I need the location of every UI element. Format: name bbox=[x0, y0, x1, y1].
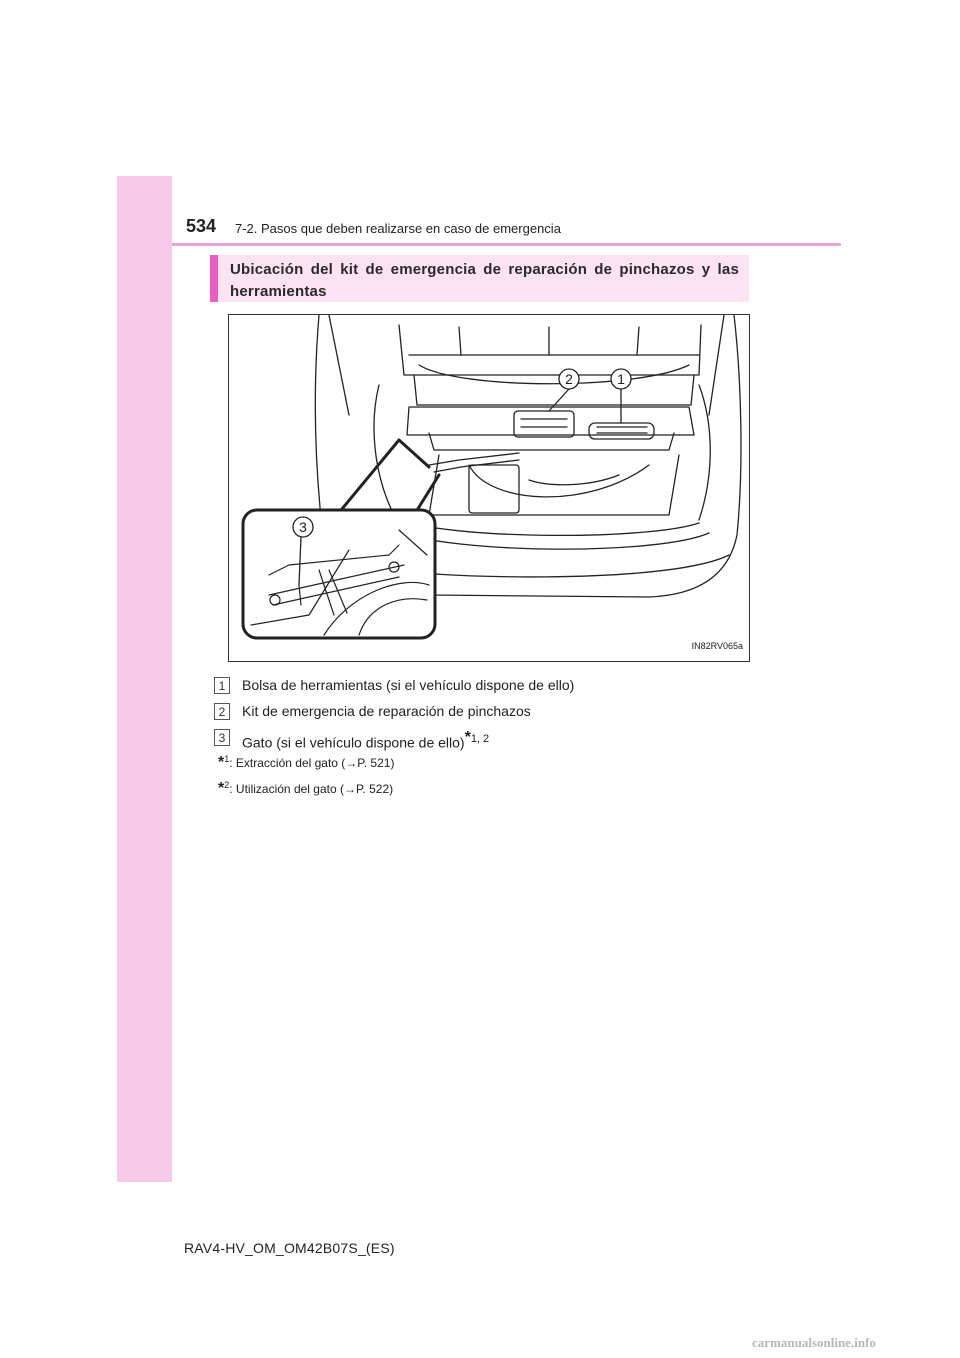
footnote-mark: * bbox=[218, 780, 225, 797]
running-head: 7-2. Pasos que deben realizarse en caso de emergencia bbox=[235, 221, 561, 236]
header-rule bbox=[172, 243, 841, 246]
callout-2: 2 bbox=[565, 371, 573, 387]
item-number-box: 1 bbox=[214, 677, 230, 694]
footnote-1 bbox=[218, 754, 394, 772]
callout-3: 3 bbox=[299, 519, 307, 535]
footnote-mark: * bbox=[218, 754, 225, 771]
footnote-star-icon: * bbox=[464, 729, 471, 746]
item-number-box: 2 bbox=[214, 703, 230, 720]
watermark: carmanualsonline.info bbox=[752, 1335, 876, 1350]
item-list bbox=[214, 677, 754, 755]
list-item bbox=[214, 729, 754, 755]
footnote-2 bbox=[218, 780, 393, 798]
side-color-band bbox=[117, 176, 172, 1182]
callout-1: 1 bbox=[617, 371, 625, 387]
list-item bbox=[214, 677, 754, 703]
section-title: Ubicación del kit de emergencia de reparación de pinchazos y las herramientas bbox=[230, 261, 739, 300]
item-footnote-refs: 1, 2 bbox=[470, 733, 490, 745]
section-heading-box bbox=[210, 255, 749, 302]
footnote-text: : Utilización del gato (→P. 522) bbox=[229, 782, 394, 796]
figure-code: IN82RV065a bbox=[691, 641, 743, 651]
item-text-wrapper bbox=[242, 729, 489, 751]
item-text: Bolsa de herramientas (si el vehículo dispone de ello) bbox=[242, 677, 575, 693]
document-code: RAV4-HV_OM_OM42B07S_(ES) bbox=[184, 1240, 395, 1256]
page-number: 534 bbox=[186, 216, 217, 236]
footnote-number: 1 bbox=[224, 754, 230, 764]
trunk-drawing bbox=[229, 315, 750, 662]
footnote-text: : Extracción del gato (→P. 521) bbox=[229, 756, 395, 770]
list-item bbox=[214, 703, 754, 729]
footnote-number: 2 bbox=[224, 780, 230, 790]
item-text: Gato (si el vehículo dispone de ello) bbox=[242, 734, 465, 751]
item-text: Kit de emergencia de reparación de pinchazos bbox=[242, 703, 531, 719]
trunk-illustration bbox=[228, 314, 750, 662]
item-number-box: 3 bbox=[214, 729, 230, 746]
